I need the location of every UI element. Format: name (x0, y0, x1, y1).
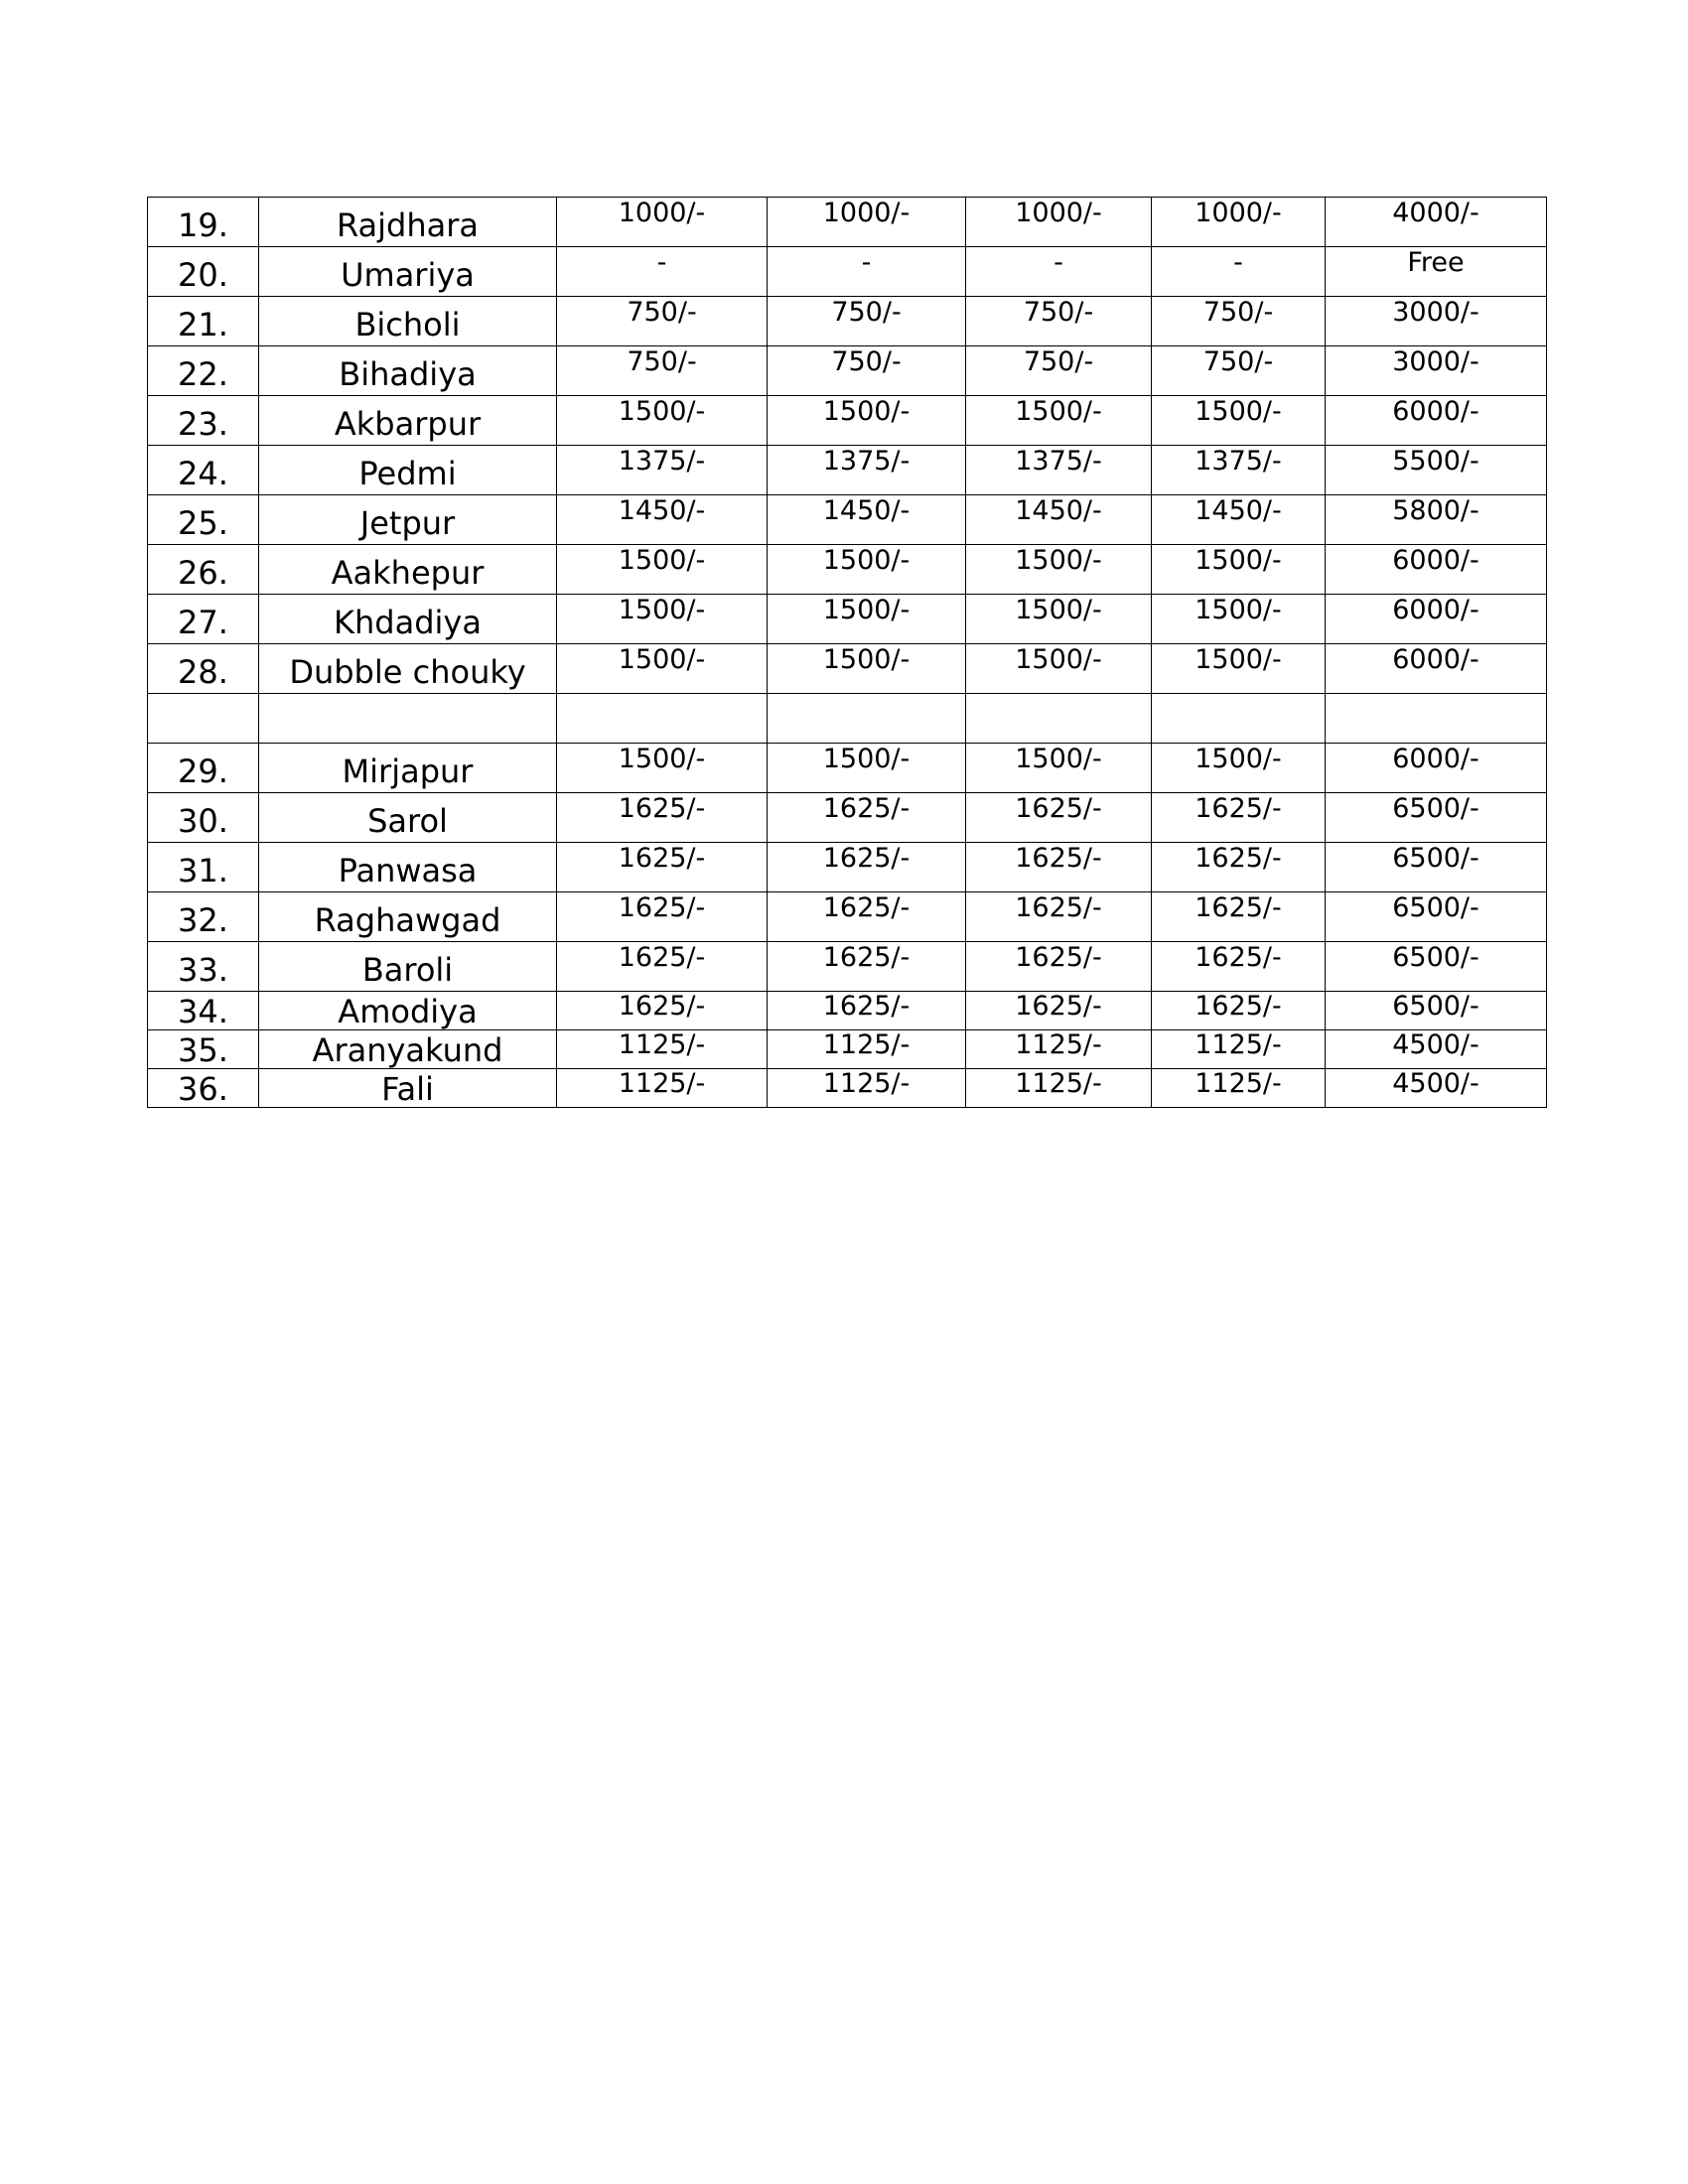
rate-cell: 1500/- (768, 545, 966, 595)
rate-cell: 1125/- (966, 1030, 1152, 1069)
rate-cell: 1450/- (768, 495, 966, 545)
rate-cell: - (1152, 247, 1326, 297)
rate-cell: 1500/- (768, 744, 966, 793)
rate-cell: 750/- (1152, 297, 1326, 346)
rate-cell: 1625/- (966, 942, 1152, 992)
rate-cell: 1500/- (1152, 644, 1326, 694)
rate-cell: 1125/- (557, 1030, 768, 1069)
rate-cell: 1500/- (768, 644, 966, 694)
total-cell: 6500/- (1326, 942, 1547, 992)
serial-number: 22. (148, 346, 259, 396)
rate-cell: 1625/- (557, 843, 768, 892)
rate-cell: 1625/- (557, 942, 768, 992)
rate-cell: 1500/- (557, 396, 768, 446)
village-name: Jetpur (259, 495, 557, 545)
rate-cell: 1000/- (1152, 198, 1326, 247)
village-name: Aakhepur (259, 545, 557, 595)
rate-cell: 1375/- (557, 446, 768, 495)
village-name: Dubble chouky (259, 644, 557, 694)
rate-cell: 1375/- (768, 446, 966, 495)
total-cell: 5800/- (1326, 495, 1547, 545)
serial-number: 28. (148, 644, 259, 694)
rate-cell: 750/- (966, 297, 1152, 346)
village-name: Amodiya (259, 992, 557, 1030)
village-name: Pedmi (259, 446, 557, 495)
total-cell: 6000/- (1326, 545, 1547, 595)
village-name: Panwasa (259, 843, 557, 892)
rate-cell: 1500/- (966, 644, 1152, 694)
serial-number: 19. (148, 198, 259, 247)
rate-cell: 1625/- (966, 843, 1152, 892)
rate-cell: 750/- (557, 346, 768, 396)
rate-cell: 1500/- (1152, 545, 1326, 595)
village-name: Fali (259, 1069, 557, 1108)
rate-cell: 1000/- (966, 198, 1152, 247)
village-name: Sarol (259, 793, 557, 843)
total-cell: Free (1326, 247, 1547, 297)
rate-cell (557, 694, 768, 744)
table-row (148, 446, 1547, 495)
village-name (259, 694, 557, 744)
table-row (148, 1030, 1547, 1069)
rate-cell: 1500/- (966, 744, 1152, 793)
total-cell (1326, 694, 1547, 744)
rate-cell: 1625/- (768, 843, 966, 892)
rate-cell: 1500/- (768, 396, 966, 446)
serial-number: 33. (148, 942, 259, 992)
rate-cell: 1625/- (768, 892, 966, 942)
serial-number: 30. (148, 793, 259, 843)
village-name: Aranyakund (259, 1030, 557, 1069)
rate-cell: 750/- (768, 297, 966, 346)
total-cell: 6500/- (1326, 793, 1547, 843)
village-name: Khdadiya (259, 595, 557, 644)
table-row (148, 595, 1547, 644)
table-row (148, 198, 1547, 247)
total-cell: 6000/- (1326, 744, 1547, 793)
serial-number: 31. (148, 843, 259, 892)
rate-cell: 1625/- (1152, 843, 1326, 892)
rate-cell: 1625/- (768, 942, 966, 992)
village-name: Bicholi (259, 297, 557, 346)
rate-cell: 1375/- (966, 446, 1152, 495)
rate-cell: 1625/- (966, 892, 1152, 942)
total-cell: 4000/- (1326, 198, 1547, 247)
rate-cell: - (768, 247, 966, 297)
rate-cell: 1125/- (768, 1069, 966, 1108)
rate-cell: 1450/- (1152, 495, 1326, 545)
table-row (148, 247, 1547, 297)
rate-cell: 1125/- (768, 1030, 966, 1069)
table-row (148, 744, 1547, 793)
rates-table (147, 197, 1547, 1108)
total-cell: 3000/- (1326, 297, 1547, 346)
total-cell: 4500/- (1326, 1069, 1547, 1108)
rate-cell: 1500/- (1152, 744, 1326, 793)
rate-cell: 1500/- (966, 545, 1152, 595)
total-cell: 6500/- (1326, 992, 1547, 1030)
rate-cell: 1500/- (1152, 396, 1326, 446)
rate-cell (1152, 694, 1326, 744)
serial-number: 26. (148, 545, 259, 595)
rate-cell: 1625/- (557, 892, 768, 942)
rate-cell: 750/- (557, 297, 768, 346)
rate-cell: 1625/- (966, 992, 1152, 1030)
total-cell: 6000/- (1326, 595, 1547, 644)
rate-cell: - (966, 247, 1152, 297)
rate-cell (966, 694, 1152, 744)
rate-cell: 1500/- (768, 595, 966, 644)
serial-number: 27. (148, 595, 259, 644)
serial-number: 20. (148, 247, 259, 297)
table-row (148, 644, 1547, 694)
serial-number: 21. (148, 297, 259, 346)
rate-cell: 1625/- (1152, 942, 1326, 992)
village-name: Raghawgad (259, 892, 557, 942)
rate-cell: 1625/- (1152, 793, 1326, 843)
rate-cell: 1500/- (1152, 595, 1326, 644)
rate-cell: 1450/- (557, 495, 768, 545)
total-cell: 6000/- (1326, 644, 1547, 694)
rate-cell: 1000/- (557, 198, 768, 247)
serial-number: 24. (148, 446, 259, 495)
rate-cell (768, 694, 966, 744)
serial-number: 29. (148, 744, 259, 793)
rate-cell: 1125/- (1152, 1069, 1326, 1108)
table-row (148, 793, 1547, 843)
table-row (148, 1069, 1547, 1108)
rate-cell: 750/- (966, 346, 1152, 396)
serial-number: 36. (148, 1069, 259, 1108)
village-name: Bihadiya (259, 346, 557, 396)
rate-cell: 1375/- (1152, 446, 1326, 495)
serial-number: 23. (148, 396, 259, 446)
serial-number (148, 694, 259, 744)
village-name: Akbarpur (259, 396, 557, 446)
rate-cell: 1500/- (557, 595, 768, 644)
table-row (148, 396, 1547, 446)
table-row (148, 892, 1547, 942)
rate-cell: 1450/- (966, 495, 1152, 545)
rate-cell: 1625/- (768, 992, 966, 1030)
total-cell: 6500/- (1326, 843, 1547, 892)
rate-cell: 1625/- (966, 793, 1152, 843)
village-name: Baroli (259, 942, 557, 992)
rate-cell: 1625/- (1152, 892, 1326, 942)
rate-cell: 1125/- (1152, 1030, 1326, 1069)
village-name: Mirjapur (259, 744, 557, 793)
rate-cell: 1500/- (557, 744, 768, 793)
serial-number: 35. (148, 1030, 259, 1069)
rate-cell: 1625/- (768, 793, 966, 843)
table-row (148, 545, 1547, 595)
table-row (148, 942, 1547, 992)
rate-cell: 1125/- (557, 1069, 768, 1108)
rate-cell: 1625/- (557, 793, 768, 843)
rate-cell: 1125/- (966, 1069, 1152, 1108)
table-row (148, 992, 1547, 1030)
rate-cell: 1500/- (557, 545, 768, 595)
rate-cell: 750/- (1152, 346, 1326, 396)
rate-cell: 1625/- (1152, 992, 1326, 1030)
total-cell: 6000/- (1326, 396, 1547, 446)
village-name: Rajdhara (259, 198, 557, 247)
table-row (148, 495, 1547, 545)
village-name: Umariya (259, 247, 557, 297)
table-row (148, 843, 1547, 892)
rate-cell: 1500/- (966, 396, 1152, 446)
rate-cell: 1000/- (768, 198, 966, 247)
serial-number: 34. (148, 992, 259, 1030)
empty-row (148, 694, 1547, 744)
rate-cell: 1500/- (966, 595, 1152, 644)
table-row (148, 297, 1547, 346)
rate-cell: 1625/- (557, 992, 768, 1030)
rate-cell: 1500/- (557, 644, 768, 694)
total-cell: 3000/- (1326, 346, 1547, 396)
total-cell: 5500/- (1326, 446, 1547, 495)
serial-number: 25. (148, 495, 259, 545)
table-row (148, 346, 1547, 396)
rate-cell: 750/- (768, 346, 966, 396)
rate-cell: - (557, 247, 768, 297)
total-cell: 6500/- (1326, 892, 1547, 942)
total-cell: 4500/- (1326, 1030, 1547, 1069)
serial-number: 32. (148, 892, 259, 942)
